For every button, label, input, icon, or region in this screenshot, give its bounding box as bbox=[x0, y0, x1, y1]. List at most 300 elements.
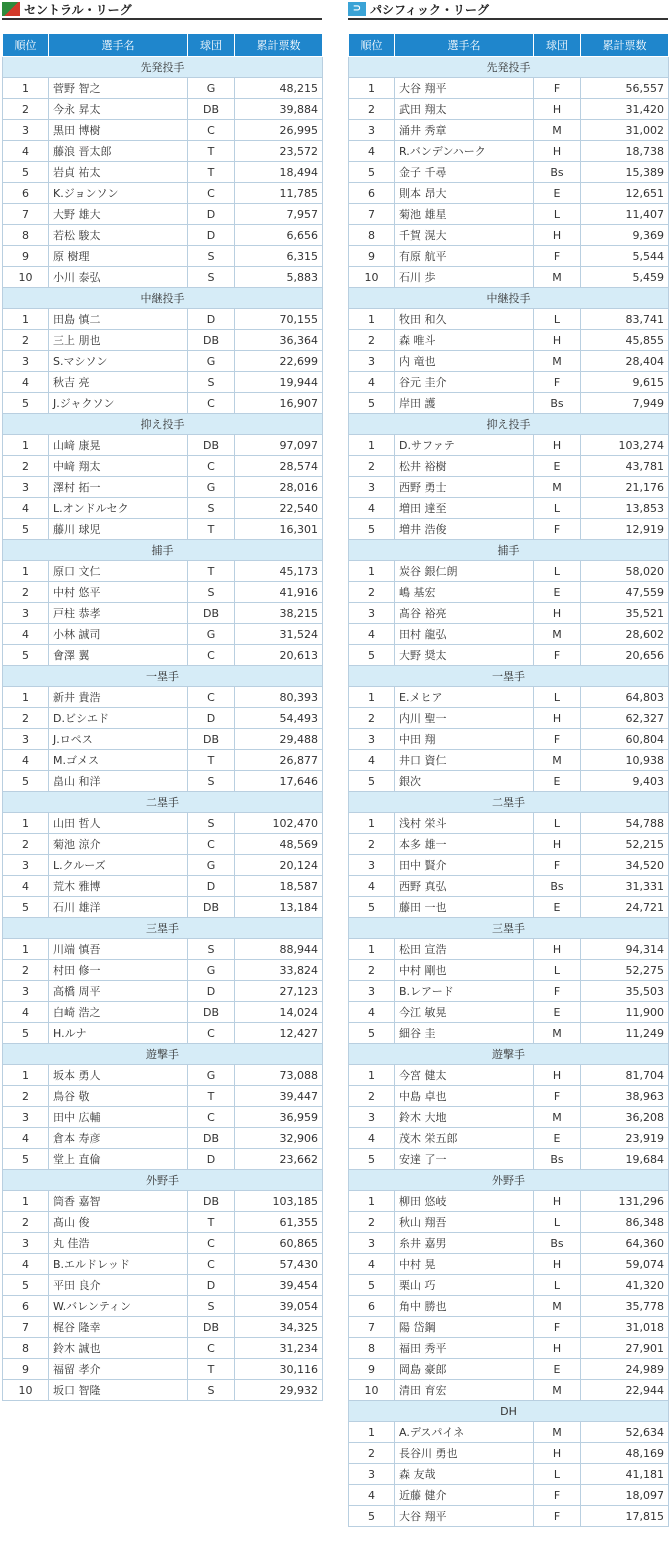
rank-cell: 2 bbox=[3, 1086, 49, 1107]
votes-cell: 31,420 bbox=[581, 99, 669, 120]
team-cell: M bbox=[534, 1023, 581, 1044]
table-row bbox=[349, 687, 669, 708]
team-cell: DB bbox=[188, 1317, 235, 1338]
position-section-header bbox=[3, 666, 323, 687]
player-name-cell: K.ジョンソン bbox=[49, 183, 188, 204]
votes-cell: 39,447 bbox=[235, 1086, 323, 1107]
table-row bbox=[3, 498, 323, 519]
table-row bbox=[3, 1023, 323, 1044]
player-name-cell: L.クルーズ bbox=[49, 855, 188, 876]
team-cell: S bbox=[188, 939, 235, 960]
rank-cell: 2 bbox=[349, 582, 395, 603]
header-team: 球団 bbox=[188, 34, 235, 57]
rank-cell: 2 bbox=[3, 960, 49, 981]
pacific-league-panel bbox=[348, 0, 668, 1527]
team-cell: F bbox=[534, 1317, 581, 1338]
votes-cell: 52,215 bbox=[581, 834, 669, 855]
table-row bbox=[349, 834, 669, 855]
votes-cell: 14,024 bbox=[235, 1002, 323, 1023]
team-cell: F bbox=[534, 78, 581, 99]
player-name-cell: 西野 真弘 bbox=[395, 876, 534, 897]
votes-cell: 18,587 bbox=[235, 876, 323, 897]
team-cell: C bbox=[188, 1233, 235, 1254]
table-row bbox=[349, 267, 669, 288]
table-row bbox=[349, 1128, 669, 1149]
player-name-cell: 中﨑 翔太 bbox=[49, 456, 188, 477]
rank-cell: 1 bbox=[3, 561, 49, 582]
team-cell: M bbox=[534, 750, 581, 771]
position-section-header bbox=[3, 288, 323, 309]
votes-cell: 33,824 bbox=[235, 960, 323, 981]
team-cell: L bbox=[534, 1464, 581, 1485]
votes-cell: 12,651 bbox=[581, 183, 669, 204]
player-name-cell: 則本 昂大 bbox=[395, 183, 534, 204]
votes-cell: 10,938 bbox=[581, 750, 669, 771]
player-name-cell: 鈴木 大地 bbox=[395, 1107, 534, 1128]
table-row bbox=[3, 120, 323, 141]
rank-cell: 10 bbox=[349, 267, 395, 288]
votes-cell: 41,916 bbox=[235, 582, 323, 603]
rank-cell: 4 bbox=[349, 1485, 395, 1506]
player-name-cell: 秋吉 亮 bbox=[49, 372, 188, 393]
team-cell: F bbox=[534, 855, 581, 876]
player-name-cell: 梶谷 隆幸 bbox=[49, 1317, 188, 1338]
position-section-label: 抑え投手 bbox=[349, 414, 669, 435]
rank-cell: 2 bbox=[349, 1212, 395, 1233]
player-name-cell: E.メヒア bbox=[395, 687, 534, 708]
votes-cell: 5,459 bbox=[581, 267, 669, 288]
table-row bbox=[3, 141, 323, 162]
votes-cell: 9,369 bbox=[581, 225, 669, 246]
table-row bbox=[349, 960, 669, 981]
rank-cell: 1 bbox=[3, 1065, 49, 1086]
player-name-cell: 谷元 圭介 bbox=[395, 372, 534, 393]
player-name-cell: 菊池 涼介 bbox=[49, 834, 188, 855]
pacific-votes-table bbox=[348, 33, 669, 1527]
team-cell: S bbox=[188, 1296, 235, 1317]
table-row bbox=[349, 519, 669, 540]
votes-cell: 94,314 bbox=[581, 939, 669, 960]
table-row bbox=[3, 1128, 323, 1149]
player-name-cell: 松井 裕樹 bbox=[395, 456, 534, 477]
player-name-cell: 畠山 和洋 bbox=[49, 771, 188, 792]
votes-cell: 7,949 bbox=[581, 393, 669, 414]
table-row bbox=[349, 981, 669, 1002]
votes-cell: 26,995 bbox=[235, 120, 323, 141]
player-name-cell: 平田 良介 bbox=[49, 1275, 188, 1296]
pacific-table-body bbox=[349, 57, 669, 1527]
table-row bbox=[349, 162, 669, 183]
votes-cell: 24,989 bbox=[581, 1359, 669, 1380]
table-row bbox=[3, 624, 323, 645]
team-cell: M bbox=[534, 624, 581, 645]
pacific-league-header bbox=[348, 0, 668, 20]
player-name-cell: M.ゴメス bbox=[49, 750, 188, 771]
player-name-cell: B.エルドレッド bbox=[49, 1254, 188, 1275]
team-cell: C bbox=[188, 393, 235, 414]
table-row bbox=[3, 1275, 323, 1296]
votes-cell: 17,815 bbox=[581, 1506, 669, 1527]
team-cell: DB bbox=[188, 729, 235, 750]
rank-cell: 10 bbox=[349, 1380, 395, 1401]
table-row bbox=[349, 435, 669, 456]
rank-cell: 4 bbox=[349, 1002, 395, 1023]
votes-cell: 88,944 bbox=[235, 939, 323, 960]
team-cell: S bbox=[188, 813, 235, 834]
team-cell: C bbox=[188, 645, 235, 666]
central-league-logo-icon bbox=[2, 2, 20, 16]
player-name-cell: 白崎 浩之 bbox=[49, 1002, 188, 1023]
votes-cell: 39,454 bbox=[235, 1275, 323, 1296]
votes-cell: 24,721 bbox=[581, 897, 669, 918]
team-cell: T bbox=[188, 141, 235, 162]
player-name-cell: 岩貞 祐太 bbox=[49, 162, 188, 183]
player-name-cell: 藤田 一也 bbox=[395, 897, 534, 918]
votes-cell: 9,615 bbox=[581, 372, 669, 393]
table-row bbox=[3, 99, 323, 120]
team-cell: M bbox=[534, 267, 581, 288]
team-cell: L bbox=[534, 960, 581, 981]
rank-cell: 1 bbox=[349, 78, 395, 99]
table-row bbox=[3, 939, 323, 960]
votes-cell: 48,169 bbox=[581, 1443, 669, 1464]
central-votes-table bbox=[2, 33, 323, 1401]
table-row bbox=[349, 246, 669, 267]
position-section-header bbox=[349, 57, 669, 78]
team-cell: Bs bbox=[534, 162, 581, 183]
votes-cell: 28,602 bbox=[581, 624, 669, 645]
rank-cell: 3 bbox=[3, 981, 49, 1002]
table-row bbox=[3, 204, 323, 225]
votes-cell: 80,393 bbox=[235, 687, 323, 708]
team-cell: L bbox=[534, 309, 581, 330]
player-name-cell: 川端 慎吾 bbox=[49, 939, 188, 960]
votes-cell: 81,704 bbox=[581, 1065, 669, 1086]
table-row bbox=[349, 351, 669, 372]
votes-cell: 60,804 bbox=[581, 729, 669, 750]
team-cell: H bbox=[534, 603, 581, 624]
table-row bbox=[349, 120, 669, 141]
table-row bbox=[349, 1023, 669, 1044]
rank-cell: 3 bbox=[3, 1233, 49, 1254]
table-row bbox=[349, 624, 669, 645]
votes-cell: 103,274 bbox=[581, 435, 669, 456]
team-cell: M bbox=[534, 120, 581, 141]
player-name-cell: 中島 卓也 bbox=[395, 1086, 534, 1107]
team-cell: S bbox=[188, 246, 235, 267]
player-name-cell: 千賀 滉大 bbox=[395, 225, 534, 246]
rank-cell: 6 bbox=[349, 183, 395, 204]
rank-cell: 4 bbox=[349, 1254, 395, 1275]
votes-cell: 19,684 bbox=[581, 1149, 669, 1170]
team-cell: L bbox=[534, 813, 581, 834]
votes-cell: 17,646 bbox=[235, 771, 323, 792]
rank-cell: 9 bbox=[3, 246, 49, 267]
votes-cell: 30,116 bbox=[235, 1359, 323, 1380]
table-row bbox=[349, 939, 669, 960]
team-cell: F bbox=[534, 1086, 581, 1107]
player-name-cell: 鈴木 誠也 bbox=[49, 1338, 188, 1359]
votes-cell: 32,906 bbox=[235, 1128, 323, 1149]
rank-cell: 5 bbox=[3, 1275, 49, 1296]
table-row bbox=[3, 519, 323, 540]
position-section-label: 捕手 bbox=[3, 540, 323, 561]
team-cell: Bs bbox=[534, 393, 581, 414]
position-section-header bbox=[3, 57, 323, 78]
team-cell: S bbox=[188, 372, 235, 393]
team-cell: H bbox=[534, 99, 581, 120]
team-cell: H bbox=[534, 834, 581, 855]
team-cell: E bbox=[534, 1002, 581, 1023]
player-name-cell: 糸井 嘉男 bbox=[395, 1233, 534, 1254]
central-league-panel bbox=[2, 0, 322, 1401]
position-section-label: 先発投手 bbox=[349, 57, 669, 78]
votes-cell: 28,404 bbox=[581, 351, 669, 372]
team-cell: DB bbox=[188, 1002, 235, 1023]
votes-cell: 39,884 bbox=[235, 99, 323, 120]
votes-cell: 57,430 bbox=[235, 1254, 323, 1275]
player-name-cell: H.ルナ bbox=[49, 1023, 188, 1044]
player-name-cell: 松田 宣浩 bbox=[395, 939, 534, 960]
position-section-header bbox=[349, 414, 669, 435]
central-league-title: セントラル・リーグ bbox=[24, 2, 132, 17]
table-row bbox=[3, 267, 323, 288]
player-name-cell: 高橋 周平 bbox=[49, 981, 188, 1002]
position-section-header bbox=[349, 1401, 669, 1422]
rank-cell: 4 bbox=[3, 624, 49, 645]
player-name-cell: 清田 育宏 bbox=[395, 1380, 534, 1401]
table-row bbox=[3, 1149, 323, 1170]
rank-cell: 1 bbox=[349, 1065, 395, 1086]
player-name-cell: 會澤 翼 bbox=[49, 645, 188, 666]
votes-cell: 7,957 bbox=[235, 204, 323, 225]
player-name-cell: 福留 孝介 bbox=[49, 1359, 188, 1380]
table-row bbox=[3, 834, 323, 855]
rank-cell: 5 bbox=[349, 1023, 395, 1044]
team-cell: H bbox=[534, 939, 581, 960]
position-section-label: 捕手 bbox=[349, 540, 669, 561]
player-name-cell: 茂木 栄五郎 bbox=[395, 1128, 534, 1149]
table-row bbox=[3, 897, 323, 918]
team-cell: G bbox=[188, 477, 235, 498]
table-row bbox=[349, 1443, 669, 1464]
table-row bbox=[349, 1149, 669, 1170]
player-name-cell: 山﨑 康晃 bbox=[49, 435, 188, 456]
votes-cell: 34,325 bbox=[235, 1317, 323, 1338]
rank-cell: 5 bbox=[349, 1149, 395, 1170]
team-cell: F bbox=[534, 981, 581, 1002]
rank-cell: 2 bbox=[3, 1212, 49, 1233]
player-name-cell: 中田 翔 bbox=[395, 729, 534, 750]
votes-cell: 59,074 bbox=[581, 1254, 669, 1275]
player-name-cell: 中村 剛也 bbox=[395, 960, 534, 981]
player-name-cell: 筒香 嘉智 bbox=[49, 1191, 188, 1212]
player-name-cell: 藤川 球児 bbox=[49, 519, 188, 540]
votes-cell: 48,215 bbox=[235, 78, 323, 99]
rank-cell: 4 bbox=[3, 372, 49, 393]
player-name-cell: D.サファテ bbox=[395, 435, 534, 456]
table-row bbox=[3, 1254, 323, 1275]
votes-cell: 56,557 bbox=[581, 78, 669, 99]
player-name-cell: 原口 文仁 bbox=[49, 561, 188, 582]
rank-cell: 1 bbox=[3, 939, 49, 960]
table-row bbox=[3, 393, 323, 414]
player-name-cell: 近藤 健介 bbox=[395, 1485, 534, 1506]
player-name-cell: 堂上 直倫 bbox=[49, 1149, 188, 1170]
team-cell: L bbox=[534, 687, 581, 708]
votes-cell: 11,900 bbox=[581, 1002, 669, 1023]
team-cell: T bbox=[188, 1212, 235, 1233]
votes-cell: 11,249 bbox=[581, 1023, 669, 1044]
team-cell: D bbox=[188, 225, 235, 246]
team-cell: D bbox=[188, 1275, 235, 1296]
player-name-cell: 安達 了一 bbox=[395, 1149, 534, 1170]
player-name-cell: 増井 浩俊 bbox=[395, 519, 534, 540]
team-cell: M bbox=[534, 1296, 581, 1317]
position-section-header bbox=[3, 792, 323, 813]
table-row bbox=[3, 372, 323, 393]
team-cell: E bbox=[534, 582, 581, 603]
team-cell: C bbox=[188, 1338, 235, 1359]
team-cell: F bbox=[534, 645, 581, 666]
rank-cell: 3 bbox=[349, 603, 395, 624]
rank-cell: 5 bbox=[3, 519, 49, 540]
player-name-cell: 中村 晃 bbox=[395, 1254, 534, 1275]
pacific-league-title: パシフィック・リーグ bbox=[370, 2, 490, 17]
rank-cell: 5 bbox=[349, 771, 395, 792]
position-section-label: 外野手 bbox=[349, 1170, 669, 1191]
votes-cell: 5,883 bbox=[235, 267, 323, 288]
player-name-cell: 藤浪 晋太郎 bbox=[49, 141, 188, 162]
rank-cell: 10 bbox=[3, 1380, 49, 1401]
player-name-cell: 坂口 智隆 bbox=[49, 1380, 188, 1401]
rank-cell: 1 bbox=[3, 78, 49, 99]
table-row bbox=[349, 498, 669, 519]
team-cell: F bbox=[534, 519, 581, 540]
rank-cell: 2 bbox=[3, 456, 49, 477]
table-row bbox=[3, 708, 323, 729]
position-section-label: 抑え投手 bbox=[3, 414, 323, 435]
table-row bbox=[3, 78, 323, 99]
votes-cell: 60,865 bbox=[235, 1233, 323, 1254]
player-name-cell: 小川 泰弘 bbox=[49, 267, 188, 288]
team-cell: M bbox=[534, 351, 581, 372]
player-name-cell: 田中 広輔 bbox=[49, 1107, 188, 1128]
player-name-cell: J.ジャクソン bbox=[49, 393, 188, 414]
table-row bbox=[349, 1086, 669, 1107]
votes-cell: 64,360 bbox=[581, 1233, 669, 1254]
table-row bbox=[349, 813, 669, 834]
table-row bbox=[349, 1359, 669, 1380]
position-section-label: DH bbox=[349, 1401, 669, 1422]
votes-cell: 35,778 bbox=[581, 1296, 669, 1317]
player-name-cell: 長谷川 勇也 bbox=[395, 1443, 534, 1464]
team-cell: DB bbox=[188, 99, 235, 120]
votes-cell: 12,919 bbox=[581, 519, 669, 540]
player-name-cell: S.マシソン bbox=[49, 351, 188, 372]
table-row bbox=[3, 645, 323, 666]
table-row bbox=[3, 351, 323, 372]
player-name-cell: 秋山 翔吾 bbox=[395, 1212, 534, 1233]
header-votes: 累計票数 bbox=[235, 34, 323, 57]
team-cell: T bbox=[188, 561, 235, 582]
team-cell: D bbox=[188, 204, 235, 225]
table-row bbox=[3, 1380, 323, 1401]
team-cell: DB bbox=[188, 1191, 235, 1212]
rank-cell: 5 bbox=[3, 771, 49, 792]
votes-cell: 11,785 bbox=[235, 183, 323, 204]
table-row bbox=[3, 309, 323, 330]
votes-cell: 18,738 bbox=[581, 141, 669, 162]
votes-cell: 35,521 bbox=[581, 603, 669, 624]
position-section-label: 中継投手 bbox=[3, 288, 323, 309]
rank-cell: 1 bbox=[349, 309, 395, 330]
rank-cell: 4 bbox=[349, 498, 395, 519]
team-cell: G bbox=[188, 78, 235, 99]
player-name-cell: 大野 雄大 bbox=[49, 204, 188, 225]
position-section-header bbox=[349, 918, 669, 939]
team-cell: DB bbox=[188, 603, 235, 624]
rank-cell: 2 bbox=[349, 1086, 395, 1107]
rank-cell: 2 bbox=[3, 834, 49, 855]
rank-cell: 7 bbox=[349, 204, 395, 225]
table-row bbox=[349, 393, 669, 414]
player-name-cell: 栗山 巧 bbox=[395, 1275, 534, 1296]
votes-cell: 61,355 bbox=[235, 1212, 323, 1233]
table-row bbox=[3, 1317, 323, 1338]
votes-cell: 31,234 bbox=[235, 1338, 323, 1359]
table-row bbox=[3, 561, 323, 582]
rank-cell: 3 bbox=[349, 1233, 395, 1254]
player-name-cell: 村田 修一 bbox=[49, 960, 188, 981]
team-cell: S bbox=[188, 582, 235, 603]
position-section-header bbox=[349, 792, 669, 813]
position-section-header bbox=[349, 288, 669, 309]
player-name-cell: 菅野 智之 bbox=[49, 78, 188, 99]
rank-cell: 10 bbox=[3, 267, 49, 288]
rank-cell: 8 bbox=[3, 225, 49, 246]
central-league-header bbox=[2, 0, 322, 20]
player-name-cell: 福田 秀平 bbox=[395, 1338, 534, 1359]
rank-cell: 2 bbox=[3, 708, 49, 729]
table-row bbox=[3, 687, 323, 708]
table-row bbox=[3, 1191, 323, 1212]
team-cell: S bbox=[188, 1380, 235, 1401]
team-cell: E bbox=[534, 897, 581, 918]
rank-cell: 5 bbox=[349, 162, 395, 183]
votes-cell: 27,123 bbox=[235, 981, 323, 1002]
player-name-cell: 大谷 翔平 bbox=[395, 78, 534, 99]
table-row bbox=[349, 876, 669, 897]
rank-cell: 1 bbox=[349, 435, 395, 456]
rank-cell: 5 bbox=[349, 897, 395, 918]
header-rank: 順位 bbox=[3, 34, 49, 57]
team-cell: H bbox=[534, 330, 581, 351]
rank-cell: 2 bbox=[349, 960, 395, 981]
votes-cell: 18,494 bbox=[235, 162, 323, 183]
table-row bbox=[349, 603, 669, 624]
team-cell: H bbox=[534, 708, 581, 729]
table-row bbox=[349, 141, 669, 162]
player-name-cell: B.レアード bbox=[395, 981, 534, 1002]
votes-cell: 62,327 bbox=[581, 708, 669, 729]
header-name: 選手名 bbox=[395, 34, 534, 57]
player-name-cell: 本多 雄一 bbox=[395, 834, 534, 855]
table-row bbox=[349, 225, 669, 246]
player-name-cell: 角中 勝也 bbox=[395, 1296, 534, 1317]
player-name-cell: 嶋 基宏 bbox=[395, 582, 534, 603]
player-name-cell: 岸田 護 bbox=[395, 393, 534, 414]
